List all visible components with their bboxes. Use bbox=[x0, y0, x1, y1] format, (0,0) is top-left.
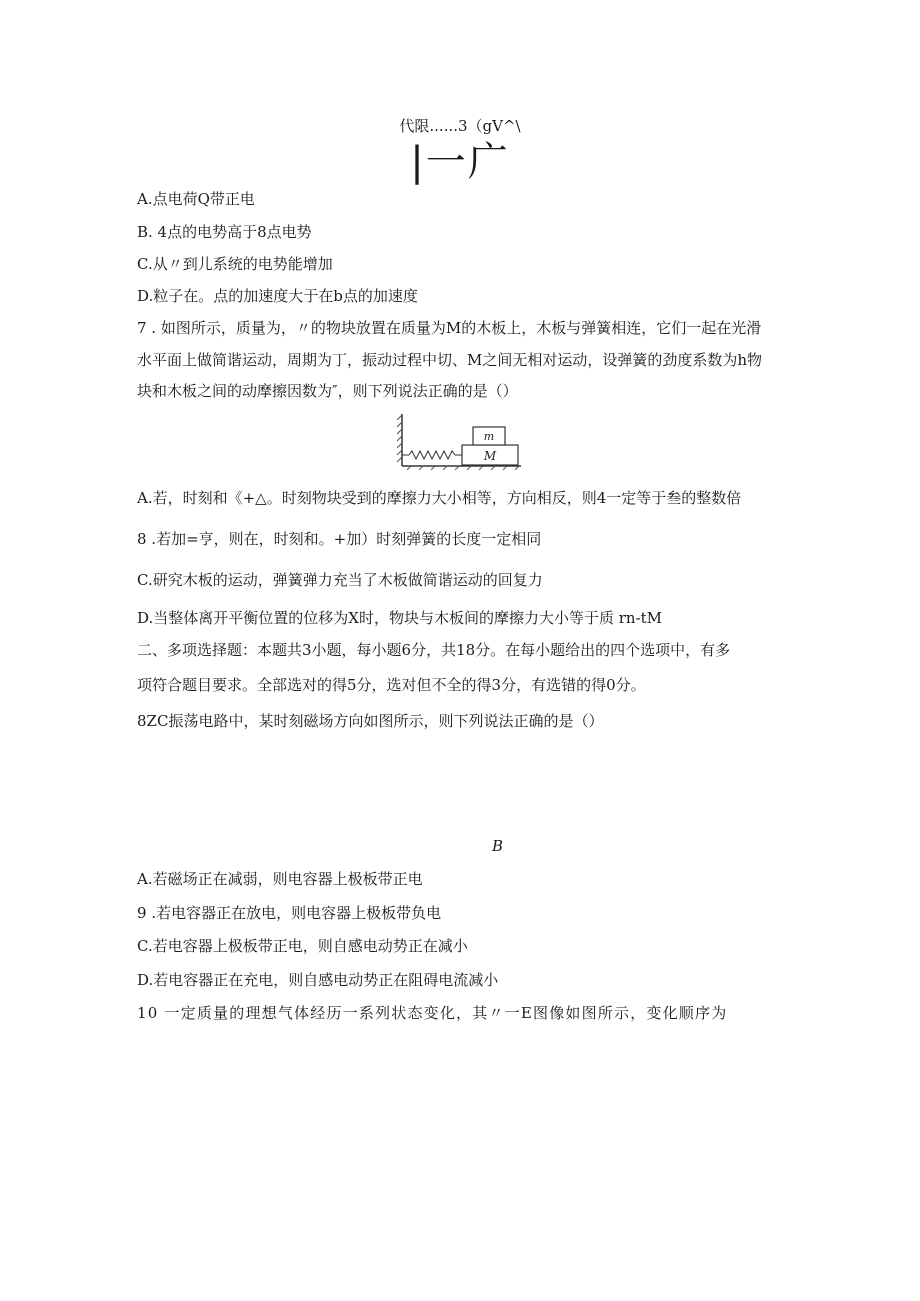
q8-figure-label: B bbox=[492, 837, 504, 855]
q6-option-c: C.从〃到儿系统的电势能增加 bbox=[137, 255, 333, 273]
block-m-label: m bbox=[483, 430, 495, 443]
section2-line-2: 项符合题目要求。全部选对的得5分，选对但不全的得3分，有选错的得0分。 bbox=[137, 676, 646, 694]
q7-option-b: 8 .若加=亨，则在，时刻和。+加）时刻弹簧的长度一定相同 bbox=[137, 530, 542, 548]
q8-option-d: D.若电容器正在充电，则自感电动势正在阻碍电流减小 bbox=[137, 971, 499, 989]
header-line-2: |一广 bbox=[410, 139, 510, 185]
spring-block-figure bbox=[397, 414, 523, 470]
q6-option-d: D.粒子在。点的加速度大于在b点的加速度 bbox=[137, 287, 418, 305]
board-M-label: M bbox=[483, 449, 497, 463]
section2-line-1: 二、多项选择题：本题共3小题，每小题6分，共18分。在每小题给出的四个选项中，有多 bbox=[137, 641, 731, 659]
q6-option-a: A.点电荷Q带正电 bbox=[137, 190, 255, 208]
header-line-1: 代限......3（gV^\ bbox=[399, 117, 521, 135]
q8-option-b: 9 .若电容器正在放电，则电容器上极板带负电 bbox=[137, 904, 442, 922]
q7-option-c: C.研究木板的运动，弹簧弹力充当了木板做简谐运动的回复力 bbox=[137, 571, 543, 589]
q8-option-c: C.若电容器上极板带正电，则自感电动势正在减小 bbox=[137, 937, 468, 955]
q7-stem-line-1: 7 . 如图所示，质量为，〃的物块放置在质量为M的木板上，木板与弹簧相连，它们一起在光滑 bbox=[137, 319, 762, 337]
q8-stem: 8ZC振荡电路中，某时刻磁场方向如图所示，则下列说法正确的是（） bbox=[137, 712, 604, 730]
spring bbox=[402, 451, 462, 459]
q7-option-d: D.当整体离开平衡位置的位移为X时，物块与木板间的摩擦力大小等于质 rn-tM bbox=[137, 609, 662, 627]
q6-option-b: B. 4点的电势高于8点电势 bbox=[137, 223, 312, 241]
q7-stem-line-3: 块和木板之间的动摩擦因数为″，则下列说法正确的是（） bbox=[137, 382, 518, 400]
q10-stem: 10 一定质量的理想气体经历一系列状态变化，其〃一E图像如图所示，变化顺序为 bbox=[137, 1004, 728, 1022]
q8-option-a: A.若磁场正在减弱，则电容器上极板带正电 bbox=[137, 870, 423, 888]
q7-stem-line-2: 水平面上做简谐运动，周期为丁，振动过程中切、M之间无相对运动，设弹簧的劲度系数为h物 bbox=[137, 351, 763, 369]
q7-option-a: A.若，时刻和《+△。时刻物块受到的摩擦力大小相等，方向相反，则4一定等于叁的整数倍 bbox=[137, 489, 742, 507]
